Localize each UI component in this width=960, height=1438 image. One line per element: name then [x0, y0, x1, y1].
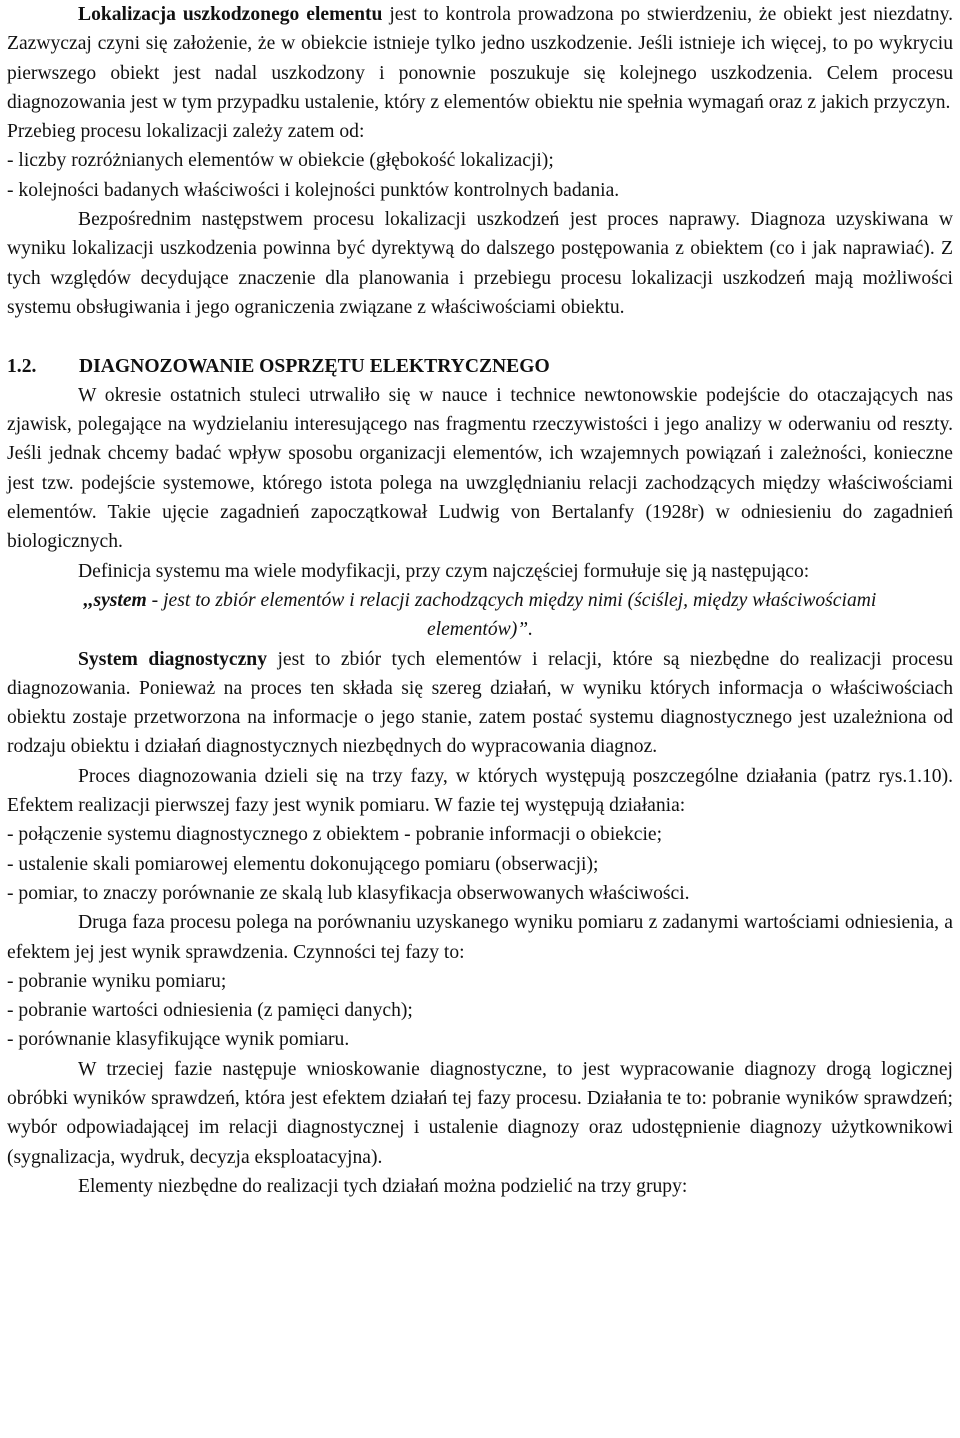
paragraph-elements-groups: Elementy niezbędne do realizacji tych działań można podzielić na trzy grupy:: [78, 1175, 688, 1197]
system-definition: [7, 586, 953, 645]
definition-close-quote: ”.: [517, 619, 534, 641]
paragraph-third-phase: W trzeciej fazie następuje wnioskowanie diagnostyczne, to jest wypracowanie diagnozy drogą logicznej obróbki wyników sprawdzeń, która jest efektem działań tej fazy procesu. Działania te to: pobranie wyników sprawdzeń; wybór odpowiadającej im relacji diagnostycznej i ustalenie diagnozy oraz udostępnienie diagnozy użytkownikowi (sygnalizacja, wydruk, decyzja eksploatacyjna).: [7, 1058, 953, 1168]
list-item: - pomiar, to znaczy porównanie ze skalą lub klasyfikacja obserwowanych właściwości.: [7, 882, 690, 904]
list-item: - pobranie wyniku pomiaru;: [7, 970, 227, 992]
list-item: - ustalenie skali pomiarowej elementu dokonującego pomiaru (obserwacji);: [7, 853, 599, 875]
paragraph-text: jest to kontrola prowadzona po stwierdzeniu, że obiekt jest niezdatny. Zazwyczaj czyni się założenie, że w obiekcie istnieje tylko jedno uszkodzenie. Jeśli istnieje ich więcej, to po wykryciu pierwszego obiekt jest nadal uszkodzony i ponownie poszukuje się kolejnego uszkodzenia. Celem procesu diagnozowania jest w tym przypadku ustalenie, który z elementów obiektu nie spełnia wymagań oraz z jakich przyczyn.: [7, 4, 954, 113]
paragraph-systems-approach: W okresie ostatnich stuleci utrwaliło się w nauce i technice newtonowskie podejście do otaczających nas zjawisk, polegające na wydzielaniu interesującego nas fragmentu rzeczywistości i jego analizy w oderwaniu od reszty. Jeśli jednak chcemy badać wpływ sposobu organizacji elementów, ich wzajemnych powiązań i zależności, konieczne jest tzw. podejście systemowe, którego istota polega na uwzględnianiu relacji zachodzących między właściwościami elementów. Takie ujęcie zagadnień zapoczątkował Ludwig von Bertalanfy (1928r) w odniesieniu do zagadnień biologicznych.: [7, 384, 953, 553]
list-item: - liczby rozróżnianych elementów w obiekcie (głębokość lokalizacji);: [7, 150, 554, 172]
spacer: [7, 322, 953, 351]
section-number: 1.2.: [7, 355, 37, 377]
section-heading: [7, 352, 953, 381]
term-system-diagnostyczny: System diagnostyczny: [78, 648, 267, 670]
paragraph-three-phases: Proces diagnozowania dzieli się na trzy fazy, w których występują poszczególne działania (patrz rys.1.10). Efektem realizacji pierwszej fazy jest wynik pomiaru. W fazie tej występują działania:: [7, 765, 953, 817]
list-item: - pobranie wartości odniesienia (z pamięci danych);: [7, 1000, 413, 1022]
definition-term: system: [93, 589, 147, 611]
paragraph-repair: Bezpośrednim następstwem procesu lokalizacji uszkodzeń jest proces naprawy. Diagnoza uzyskiwana w wyniku lokalizacji uszkodzenia powinna być dyrektywą do dalszego postępowania z obiektem (co i jak naprawiać). Z tych względów decydujące znaczenie dla planowania i przebiegu procesu lokalizacji uszkodzeń mają możliwości systemu obsługiwania i jego ograniczenia związane z właściwościami obiektu.: [7, 209, 953, 318]
list-item: - kolejności badanych właściwości i kolejności punktów kontrolnych badania.: [7, 179, 620, 201]
paragraph-text: jest to zbiór tych elementów i relacji, które są niezbędne do realizacji procesu diagnozowania. Ponieważ na proces ten składa się szereg działań, w wyniku których informacja o właściwościach obiektu zostaje przetworzona na informacje o jego stanie, zatem postać systemu diagnostycznego jest uzależniona od rodzaju obiektu i działań diagnostycznych niezbędnych do wypracowania diagnoz.: [7, 648, 953, 758]
paragraph-diagnostic-system: [7, 645, 953, 762]
definition-open-quote: ,,: [83, 589, 94, 611]
list-item: - porównanie klasyfikujące wynik pomiaru.: [7, 1029, 350, 1051]
paragraph-localization-depends: Przebieg procesu lokalizacji zależy zatem od:: [7, 121, 365, 143]
definition-text: - jest to zbiór elementów i relacji zachodzących między nimi (ściślej, między właściwościami elementów): [146, 589, 877, 641]
term-lokalizacja: Lokalizacja uszkodzonego elementu: [78, 4, 383, 25]
paragraph-second-phase: Druga faza procesu polega na porównaniu uzyskanego wyniku pomiaru z zadanymi wartościami odniesienia, a efektem jej jest wynik sprawdzenia. Czynności tej fazy to:: [7, 912, 953, 963]
paragraph-definition-intro: Definicja systemu ma wiele modyfikacji, przy czym najczęściej formułuje się ją następująco:: [78, 560, 810, 582]
paragraph-localization-intro: [7, 0, 953, 117]
list-item: - połączenie systemu diagnostycznego z obiektem - pobranie informacji o obiekcie;: [7, 824, 663, 846]
section-title: DIAGNOZOWANIE OSPRZĘTU ELEKTRYCZNEGO: [79, 355, 550, 377]
